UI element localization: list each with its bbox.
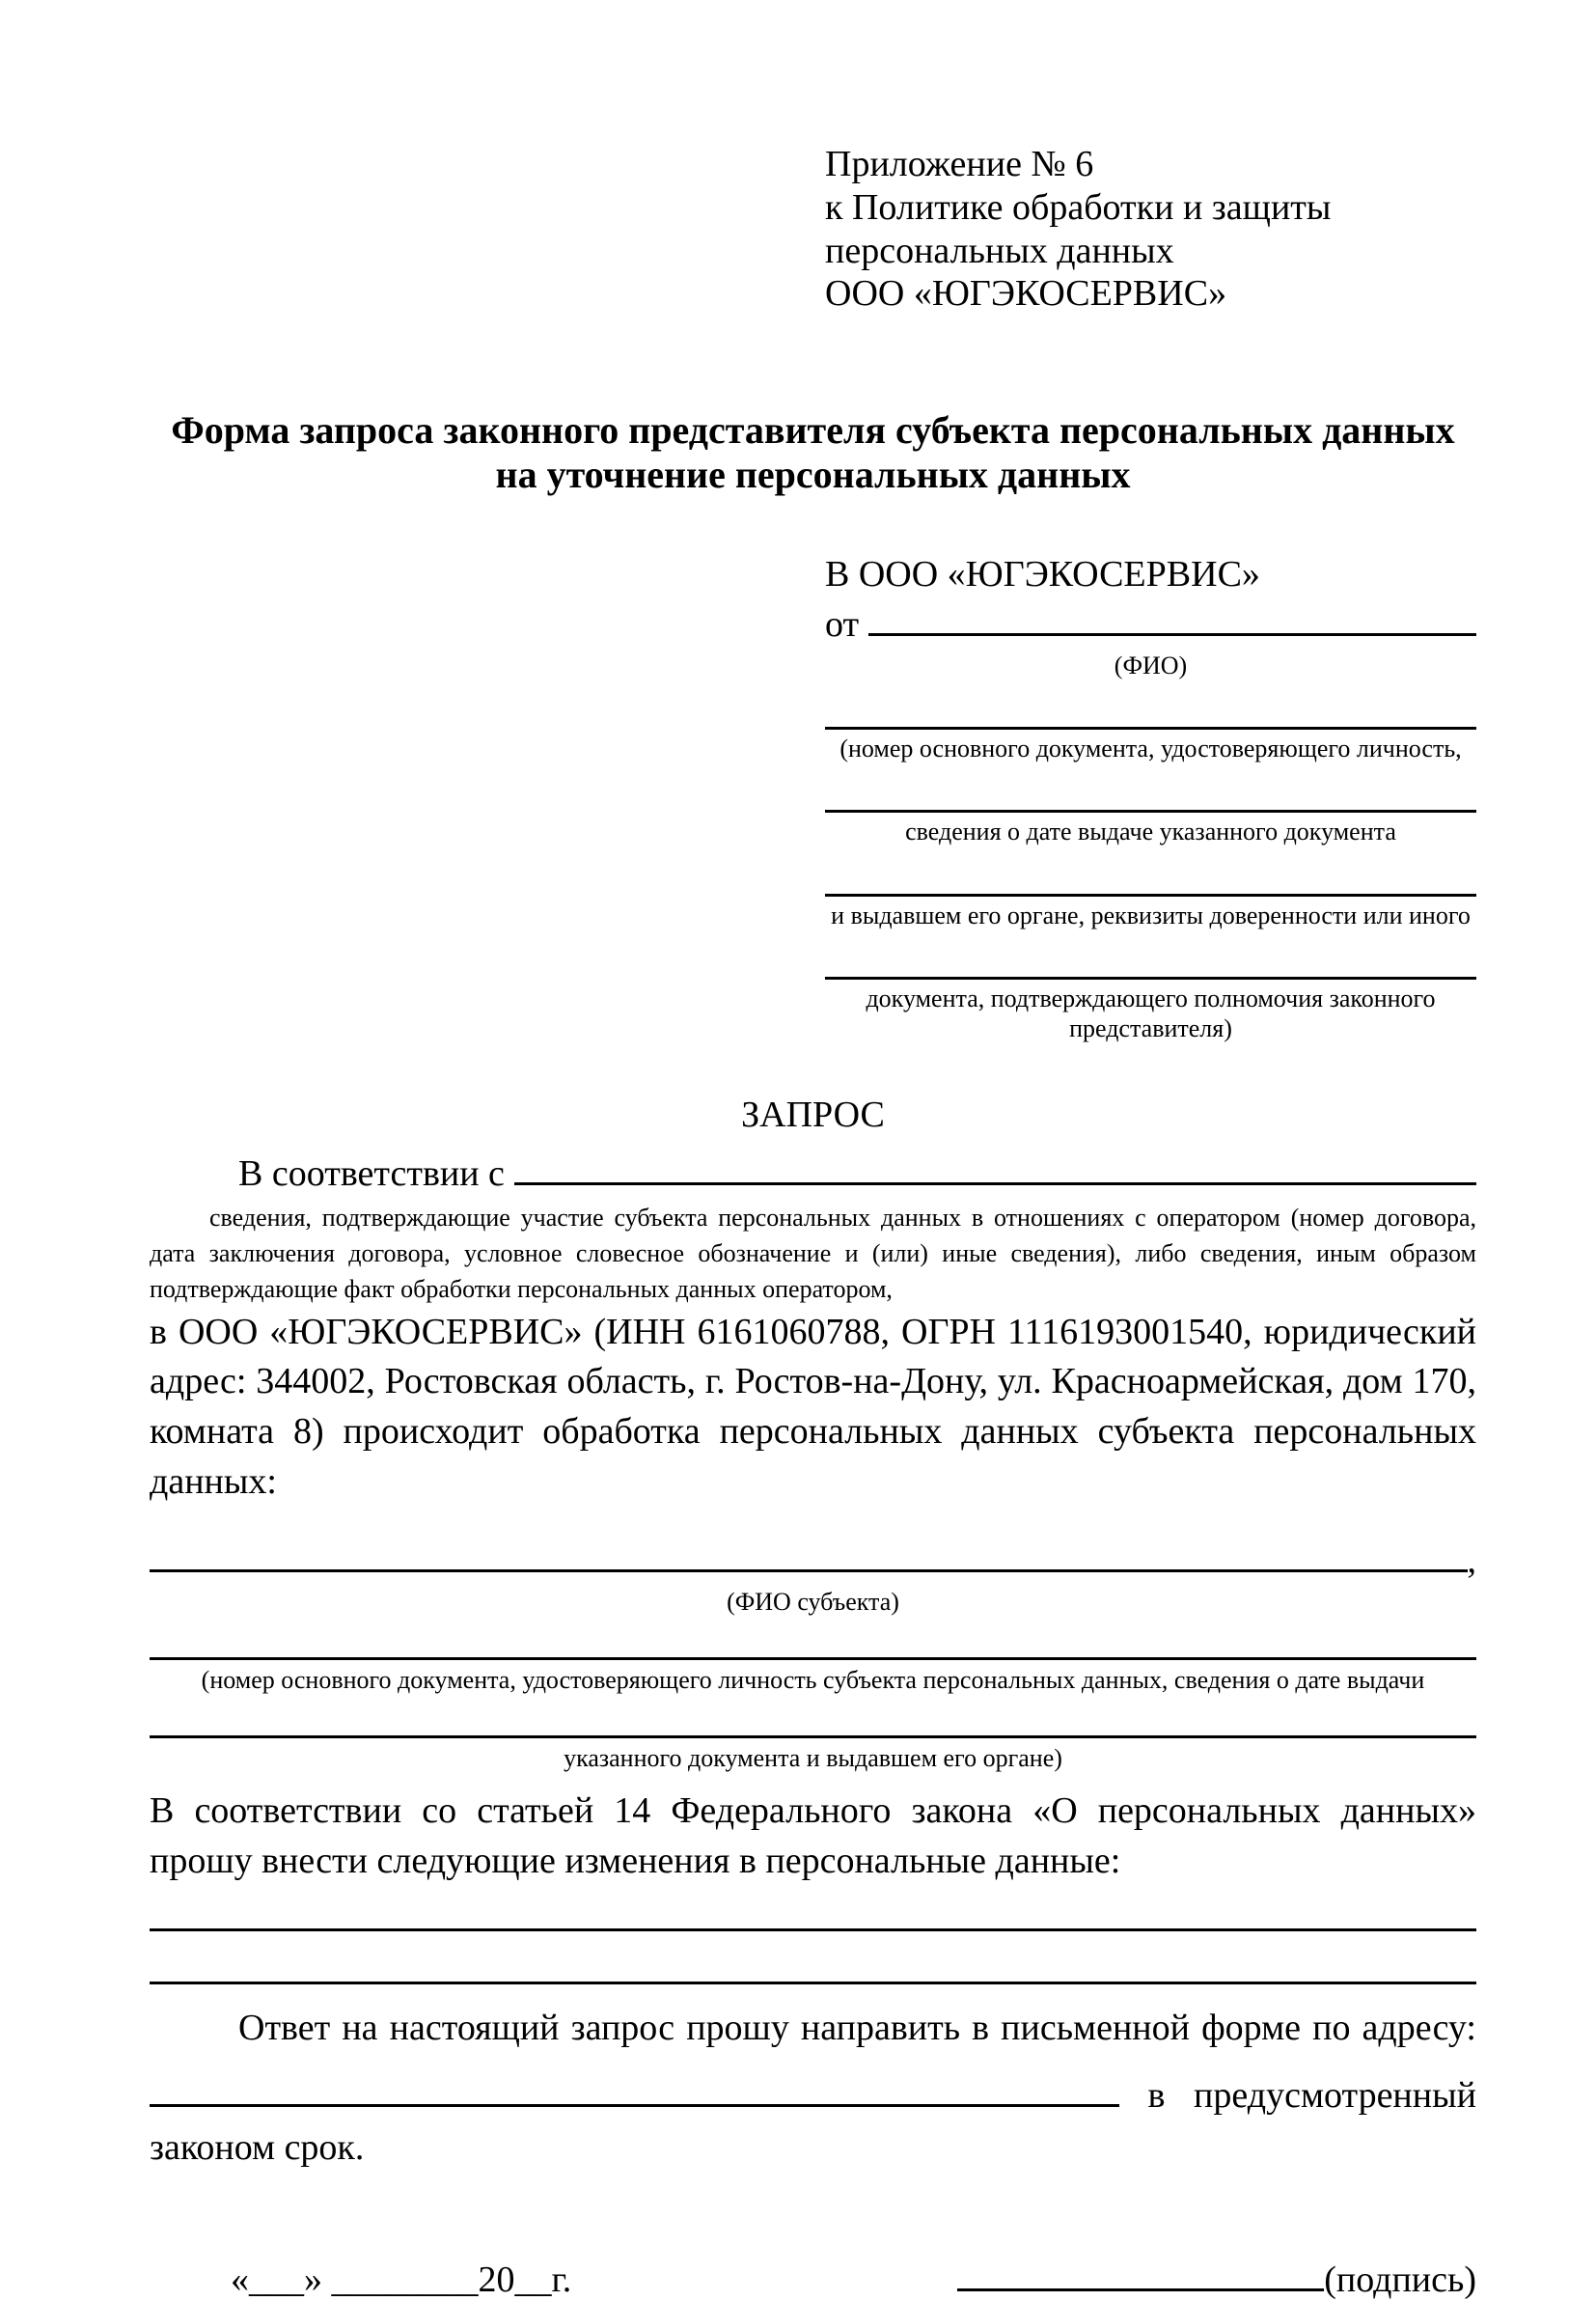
law-paragraph: В соответствии со статьей 14 Федерального закона «О персональных данных» прошу внести следующие изменения в персональные данные: <box>150 1790 1476 1881</box>
appendix-line: персональных данных <box>825 230 1174 271</box>
fio-caption: (ФИО) <box>1114 651 1188 679</box>
subject-fio-caption: (ФИО субъекта) <box>727 1587 899 1616</box>
request-heading: ЗАПРОС <box>741 1095 885 1136</box>
answer-paragraph-line1: Ответ на настоящий запрос прошу направить в письменной форме по адресу: <box>238 2008 1476 2049</box>
answer-address-blank-line <box>150 2067 1119 2107</box>
subject-fio-line <box>150 1533 1476 1582</box>
accordance-blank-line <box>514 1146 1476 1185</box>
from-label: от <box>825 604 860 646</box>
operator-paragraph: в ООО «ЮГЭКОСЕРВИС» (ИНН 6161060788, ОГРН 1116193001540, юридический адрес: 344002, Ростовская область, г. Ростов-на-Дону, ул. Красноармейская, дом 170, комната 8) происходит обработка персональных данных субъекта персональных данных: <box>150 1311 1476 1502</box>
addressee-from-line <box>825 596 1476 647</box>
subject-doc-blank-line <box>150 1695 1476 1738</box>
answer-word-predusmotrenny: предусмотренный <box>1194 2075 1476 2117</box>
blank-line <box>825 930 1476 980</box>
accordance-line <box>150 1146 1476 1195</box>
addressee-blank-group <box>825 847 1476 930</box>
blank-line-caption: документа, подтверждающего полномочия законного представителя) <box>866 984 1436 1042</box>
subject-doc-caption2: указанного документа и выдавшем его органе) <box>564 1743 1062 1772</box>
blank-line <box>825 680 1476 730</box>
addressee-blank-group <box>825 680 1476 763</box>
changes-blank-line <box>150 1886 1476 1931</box>
answer-word-v: в <box>1147 2075 1166 2117</box>
signature-blank-line <box>957 2252 1324 2291</box>
appendix-line: Приложение № 6 <box>825 144 1094 184</box>
answer-paragraph-line3: законом срок. <box>150 2127 365 2169</box>
answer-address-line <box>150 2067 1476 2117</box>
footer-row <box>150 2252 1476 2301</box>
subject-doc-caption1: (номер основного документа, удостоверяющего личность субъекта персональных данных, сведения о дате выдачи <box>201 1665 1425 1694</box>
document-title-line2: на уточнение персональных данных <box>495 453 1131 497</box>
changes-blank-line <box>150 1931 1476 1984</box>
subject-fio-blank-line <box>150 1533 1468 1572</box>
signature-caption: (подпись) <box>1324 2259 1476 2301</box>
explanatory-note: сведения, подтверждающие участие субъекта персональных данных в отношениях с оператором (номер договора, дата заключения договора, условное словесное обозначение и (или) иные сведения), либо сведения, иным образом подтверждающие факт обработки персональных данных оператором, <box>150 1204 1476 1303</box>
addressee-block <box>825 553 1476 1043</box>
appendix-line: к Политике обработки и защиты <box>825 186 1332 228</box>
blank-line-caption: сведения о дате выдаче указанного документа <box>905 818 1396 846</box>
document-title <box>150 408 1476 497</box>
addressee-blank-group <box>825 930 1476 1043</box>
blank-line-caption: (номер основного документа, удостоверяющего личность, <box>839 735 1462 763</box>
blank-line-caption: и выдавшем его органе, реквизиты доверенности или иного <box>831 901 1471 929</box>
subject-fio-suffix: , <box>1467 1539 1476 1581</box>
page-content <box>150 0 1476 2301</box>
addressee-to: В ООО «ЮГЭКОСЕРВИС» <box>825 554 1260 596</box>
blank-line <box>825 763 1476 813</box>
appendix-block <box>825 0 1476 316</box>
blank-line <box>825 847 1476 897</box>
document-title-line1: Форма запроса законного представителя субъекта персональных данных <box>171 408 1455 453</box>
accordance-label: В соответствии с <box>238 1153 505 1195</box>
addressee-blank-group <box>825 763 1476 846</box>
date-line: «___» ________20__г. <box>231 2259 572 2301</box>
from-blank-line <box>868 596 1476 636</box>
signature-group <box>957 2252 1476 2301</box>
appendix-line: ООО «ЮГЭКОСЕРВИС» <box>825 273 1227 315</box>
subject-doc-blank-line <box>150 1617 1476 1660</box>
